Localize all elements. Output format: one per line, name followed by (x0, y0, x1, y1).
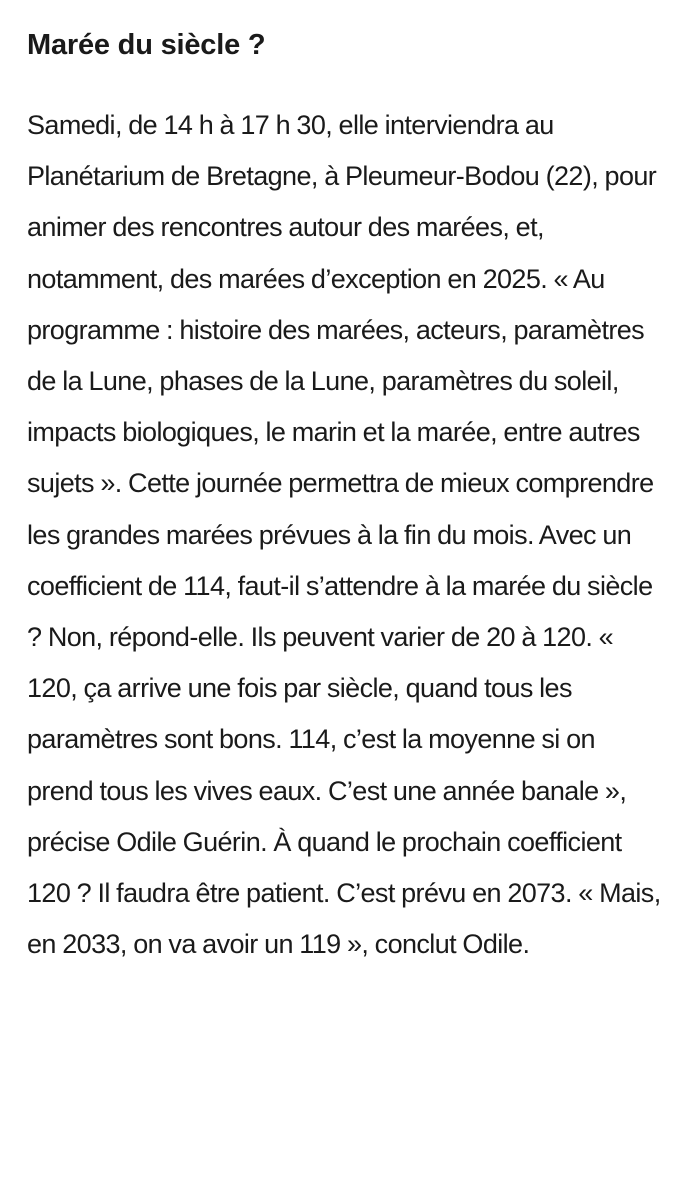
article (27, 26, 666, 970)
article-heading: Marée du siècle ? (27, 29, 266, 61)
article-body-paragraph: Samedi, de 14 h à 17 h 30, elle interviendra au Planétarium de Bretagne, à Pleumeur-Bodou (22), pour animer des rencontres autour des marées, et, notamment, des marées d’exception en 2025. « Au programme : histoire des marées, acteurs, paramètres de la Lune, phases de la Lune, paramètres du soleil, impacts biologiques, le marin et la marée, entre autres sujets ». Cette journée permettra de mieux comprendre les grandes marées prévues à la fin du mois. Avec un coefficient de 114, faut-il s’attendre à la marée du siècle ? Non, répond-elle. Ils peuvent varier de 20 à 120. « 120, ça arrive une fois par siècle, quand tous les paramètres sont bons. 114, c’est la moyenne si on prend tous les vives eaux. C’est une année banale », précise Odile Guérin. À quand le prochain coefficient 120 ? Il faudra être patient. C’est prévu en 2073. « Mais, en 2033, on va avoir un 119 », conclut Odile. (27, 110, 661, 960)
